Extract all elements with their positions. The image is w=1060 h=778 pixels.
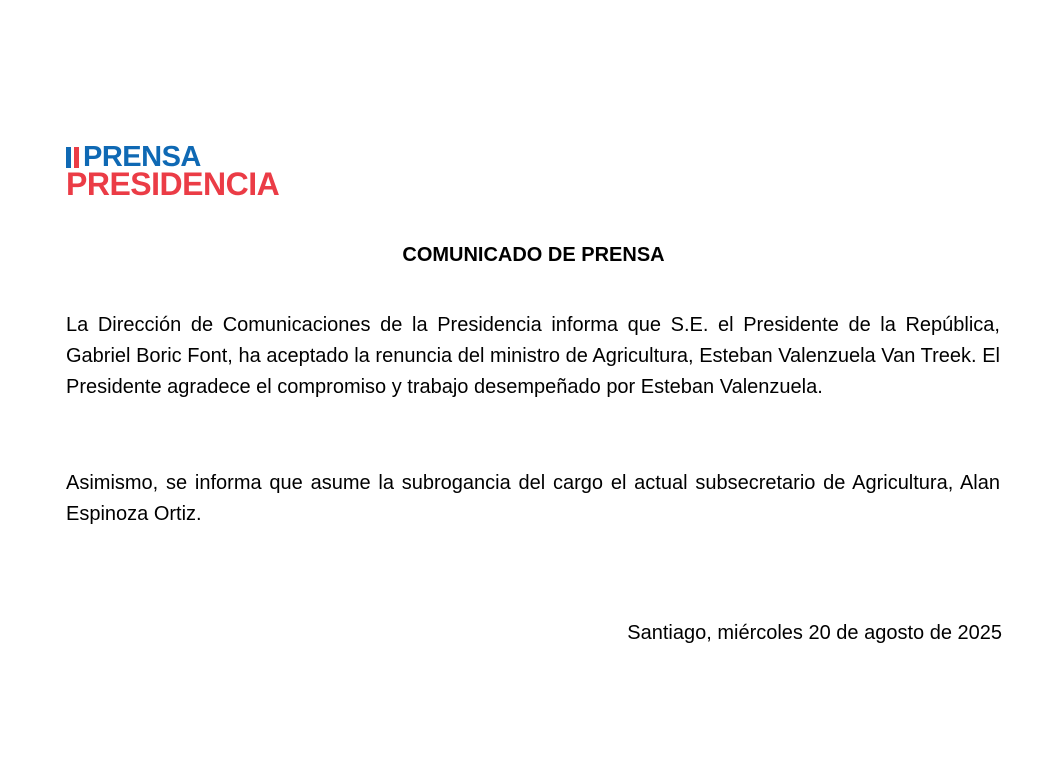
logo-text-presidencia: PRESIDENCIA bbox=[66, 166, 280, 202]
prensa-presidencia-logo bbox=[66, 142, 306, 202]
body-paragraph-1: La Dirección de Comunicaciones de la Presidencia informa que S.E. el Presidente de la República, Gabriel Boric Font, ha aceptado la renuncia del ministro de Agricultura, Esteban Valenzuela Van Treek. El Presidente agradece el compromiso y trabajo desempeñado por Esteban Valenzuela. bbox=[66, 314, 1000, 398]
dateline: Santiago, miércoles 20 de agosto de 2025 bbox=[627, 622, 1002, 644]
document-title: COMUNICADO DE PRENSA bbox=[402, 244, 665, 266]
flag-bars-icon bbox=[66, 147, 81, 168]
body-paragraph-2: Asimismo, se informa que asume la subrogancia del cargo el actual subsecretario de Agricultura, Alan Espinoza Ortiz. bbox=[66, 472, 1000, 525]
logo-text-prensa: PRENSA bbox=[83, 141, 201, 173]
